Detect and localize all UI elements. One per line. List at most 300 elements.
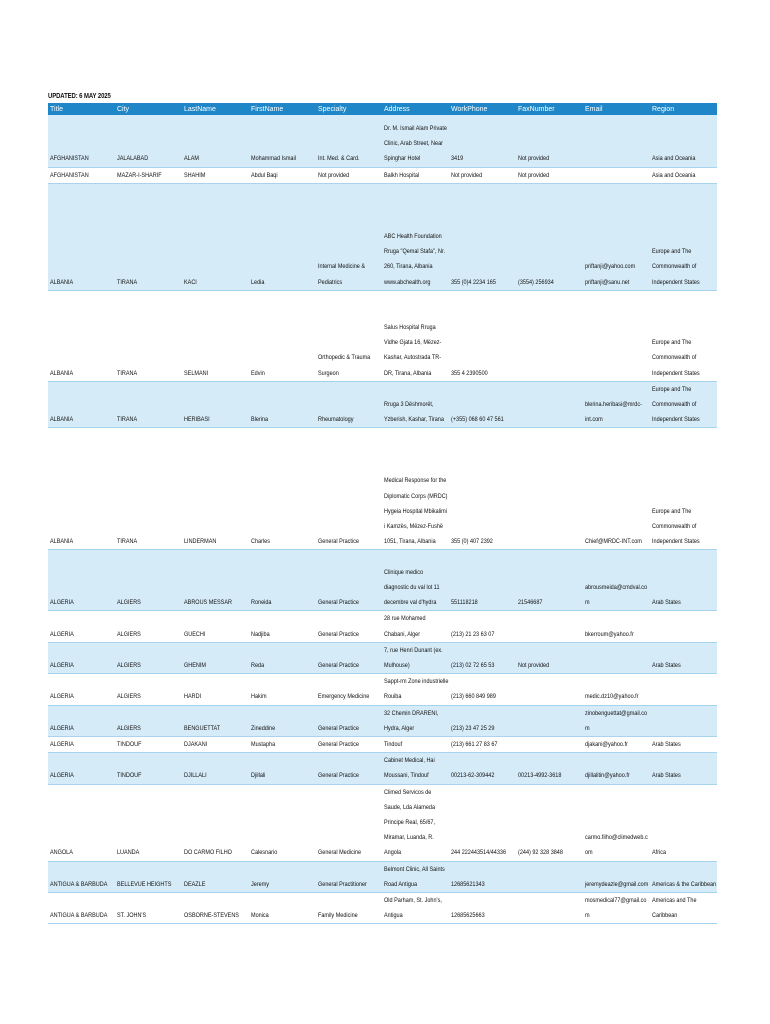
- cell-specialty: [316, 784, 382, 861]
- cell-firstname: [249, 381, 316, 428]
- cell-city: [115, 861, 182, 892]
- cell-title: [48, 290, 115, 381]
- cell-email: [583, 705, 650, 736]
- cell-city: [115, 753, 182, 784]
- cell-text: BELLEVUE HEIGHTS: [117, 880, 172, 888]
- cell-address: [382, 753, 449, 784]
- cell-region: [650, 290, 717, 381]
- cell-region: [650, 611, 717, 642]
- cell-text: ALGERIA: [50, 724, 74, 732]
- cell-lastname: [182, 115, 249, 167]
- cell-workphone: [449, 784, 516, 861]
- cell-specialty: [316, 705, 382, 736]
- cell-text: ANTIGUA & BARBUDA: [50, 912, 108, 920]
- cell-text: SHAHIM: [184, 171, 206, 179]
- cell-text: BENGUETTAT: [184, 724, 221, 732]
- cell-lastname: [182, 736, 249, 752]
- cell-faxnumber: [516, 115, 583, 167]
- cell-email: [583, 428, 650, 550]
- cell-text: Mohammad Ismail: [251, 155, 296, 163]
- cell-text: ALGIERS: [117, 661, 141, 669]
- cell-region: [650, 892, 717, 923]
- table-row: [48, 611, 717, 642]
- cell-text: Sappt-rm Zone industrielle Rouiba: [384, 678, 449, 701]
- cell-title: [48, 167, 115, 183]
- table-row: [48, 892, 717, 923]
- cell-text: Arab States: [652, 599, 681, 607]
- cell-lastname: [182, 892, 249, 923]
- cell-text: (213) 660 849 989: [451, 693, 496, 701]
- cell-email: [583, 861, 650, 892]
- cell-text: ALGIERS: [117, 630, 141, 638]
- cell-email: [583, 611, 650, 642]
- cell-text: General Practice: [318, 630, 359, 638]
- cell-text: mosmedical77@gmail.com: [585, 896, 647, 920]
- cell-faxnumber: [516, 611, 583, 642]
- cell-text: Europe and The Commonwealth of Independent States: [652, 248, 700, 286]
- cell-text: (213) 23 47 25 29: [451, 724, 495, 732]
- cell-text: priftanji@yahoo.com priftanji@sanu.net: [585, 263, 636, 286]
- cell-text: DJAKANI: [184, 740, 208, 748]
- cell-city: [115, 428, 182, 550]
- cell-text: Belmont Clinic, All Saints Road Antigua: [384, 865, 445, 888]
- col-header-firstname: FirstName: [249, 103, 316, 115]
- cell-title: [48, 115, 115, 167]
- cell-city: [115, 183, 182, 290]
- cell-text: TIRANA: [117, 416, 138, 424]
- cell-text: Not provided: [518, 661, 550, 669]
- cell-workphone: [449, 428, 516, 550]
- cell-lastname: [182, 674, 249, 705]
- cell-text: GUECHI: [184, 630, 206, 638]
- cell-email: [583, 642, 650, 673]
- cell-workphone: [449, 753, 516, 784]
- cell-faxnumber: [516, 428, 583, 550]
- cell-text: ST. JOHN'S: [117, 912, 147, 920]
- cell-title: [48, 611, 115, 642]
- cell-text: 355 (0)4 2234 165: [451, 278, 496, 286]
- cell-address: [382, 784, 449, 861]
- cell-title: [48, 183, 115, 290]
- cell-text: Asia and Oceania: [652, 171, 696, 179]
- cell-text: 32 Chemin DRARENI, Hydra, Alger: [384, 709, 439, 732]
- cell-workphone: [449, 705, 516, 736]
- cell-text: ALGERIA: [50, 693, 74, 701]
- cell-text: (+355) 068 60 47 561: [451, 416, 504, 424]
- cell-text: ANGOLA: [50, 849, 73, 857]
- cell-text: Calesnario: [251, 849, 278, 857]
- cell-email: [583, 892, 650, 923]
- table-row: [48, 753, 717, 784]
- cell-email: [583, 674, 650, 705]
- cell-title: [48, 736, 115, 752]
- cell-city: [115, 705, 182, 736]
- cell-firstname: [249, 167, 316, 183]
- cell-email: [583, 784, 650, 861]
- table-row: [48, 428, 717, 550]
- cell-address: [382, 674, 449, 705]
- cell-text: ANTIGUA & BARBUDA: [50, 880, 108, 888]
- cell-text: General Medicine: [318, 849, 362, 857]
- cell-address: [382, 611, 449, 642]
- cell-address: [382, 167, 449, 183]
- cell-text: LUANDA: [117, 849, 140, 857]
- cell-text: carmo.filho@climedweb.com: [585, 834, 648, 857]
- cell-email: [583, 183, 650, 290]
- cell-text: Monica: [251, 912, 269, 920]
- cell-text: TIRANA: [117, 538, 138, 546]
- cell-text: MAZAR-I-SHARIF: [117, 171, 162, 179]
- cell-email: [583, 167, 650, 183]
- cell-faxnumber: [516, 167, 583, 183]
- cell-text: ALGIERS: [117, 693, 141, 701]
- cell-lastname: [182, 183, 249, 290]
- cell-workphone: [449, 736, 516, 752]
- cell-specialty: [316, 428, 382, 550]
- cell-faxnumber: [516, 753, 583, 784]
- cell-text: zinobenguettat@gmail.com: [585, 709, 648, 732]
- cell-city: [115, 642, 182, 673]
- cell-city: [115, 115, 182, 167]
- table-row: [48, 642, 717, 673]
- col-header-specialty: Specialty: [316, 103, 382, 115]
- cell-region: [650, 183, 717, 290]
- cell-text: blerina.heribasi@mrdc-int.com: [585, 400, 642, 424]
- cell-city: [115, 784, 182, 861]
- cell-text: ALGERIA: [50, 630, 74, 638]
- col-header-faxnumber: FaxNumber: [516, 103, 583, 115]
- cell-city: [115, 674, 182, 705]
- cell-firstname: [249, 290, 316, 381]
- cell-text: Roneida: [251, 599, 272, 607]
- cell-title: [48, 381, 115, 428]
- cell-text: DEAZLE: [184, 880, 206, 888]
- updated-date: UPDATED: 6 MAY 2025: [48, 93, 111, 100]
- cell-text: AFGHANISTAN: [50, 155, 89, 163]
- table-row: [48, 736, 717, 752]
- cell-faxnumber: [516, 674, 583, 705]
- cell-region: [650, 550, 717, 611]
- cell-firstname: [249, 550, 316, 611]
- cell-address: [382, 290, 449, 381]
- cell-text: Arab States: [652, 661, 681, 669]
- cell-text: (244) 92 328 3848: [518, 849, 563, 857]
- cell-text: 7, rue Henri Dunant (ex. Mulhouse): [384, 646, 443, 669]
- col-header-title: Title: [48, 103, 115, 115]
- cell-specialty: [316, 550, 382, 611]
- cell-text: Jeremy: [251, 880, 270, 888]
- cell-email: [583, 115, 650, 167]
- cell-workphone: [449, 167, 516, 183]
- cell-text: djakani@yahoo.fr: [585, 740, 628, 748]
- cell-workphone: [449, 611, 516, 642]
- cell-text: General Practice: [318, 740, 359, 748]
- cell-text: ALAM: [184, 155, 199, 163]
- cell-address: [382, 861, 449, 892]
- table-row: [48, 705, 717, 736]
- cell-text: 00213-4992-3618: [518, 772, 562, 780]
- cell-text: ALGIERS: [117, 724, 141, 732]
- cell-text: Not provided: [518, 171, 550, 179]
- cell-text: HERIBASI: [184, 416, 210, 424]
- cell-city: [115, 381, 182, 428]
- cell-region: [650, 705, 717, 736]
- cell-lastname: [182, 642, 249, 673]
- cell-specialty: [316, 892, 382, 923]
- cell-text: KACI: [184, 278, 197, 286]
- cell-specialty: [316, 736, 382, 752]
- cell-lastname: [182, 705, 249, 736]
- cell-text: HARDI: [184, 693, 202, 701]
- cell-text: Abdul Baqi: [251, 171, 278, 179]
- table-row: [48, 183, 717, 290]
- table-row: [48, 784, 717, 861]
- cell-lastname: [182, 167, 249, 183]
- cell-text: Family Medicine: [318, 912, 358, 920]
- cell-text: ALGIERS: [117, 599, 141, 607]
- table-row: [48, 290, 717, 381]
- cell-faxnumber: [516, 705, 583, 736]
- cell-text: Chief@MRDC-INT.com: [585, 538, 642, 546]
- cell-workphone: [449, 892, 516, 923]
- cell-text: TINDOUF: [117, 772, 142, 780]
- cell-region: [650, 753, 717, 784]
- cell-email: [583, 753, 650, 784]
- cell-specialty: [316, 642, 382, 673]
- col-header-region: Region: [650, 103, 717, 115]
- cell-address: [382, 183, 449, 290]
- cell-address: [382, 381, 449, 428]
- cell-title: [48, 892, 115, 923]
- cell-text: General Practice: [318, 538, 359, 546]
- cell-text: TINDOUF: [117, 740, 142, 748]
- cell-title: [48, 428, 115, 550]
- cell-text: Djillali: [251, 772, 266, 780]
- cell-text: 12685625663: [451, 912, 485, 920]
- cell-specialty: [316, 861, 382, 892]
- cell-text: AFGHANISTAN: [50, 171, 89, 179]
- cell-text: Internal Medicine & Pediatrics: [318, 263, 366, 286]
- cell-text: 12685621343: [451, 880, 485, 888]
- cell-faxnumber: [516, 183, 583, 290]
- cell-text: LINDERMAN: [184, 538, 217, 546]
- cell-email: [583, 290, 650, 381]
- cell-text: Medical Response for the Diplomatic Corps (MRDC) Hygeia Hospital Mbikalimi i Kamzës, Mëzez-Fushë 1051, Tirana, Albania: [384, 477, 448, 546]
- table-header-row: [48, 103, 717, 115]
- cell-city: [115, 611, 182, 642]
- cell-specialty: [316, 290, 382, 381]
- cell-text: Arab States: [652, 772, 681, 780]
- cell-address: [382, 115, 449, 167]
- cell-text: DO CARMO FILHO: [184, 849, 232, 857]
- cell-lastname: [182, 290, 249, 381]
- cell-text: (3554) 256934: [518, 278, 554, 286]
- cell-text: General Practice: [318, 599, 359, 607]
- cell-specialty: [316, 381, 382, 428]
- col-header-email: Email: [583, 103, 650, 115]
- cell-text: GHENIM: [184, 661, 206, 669]
- cell-text: DJILLALI: [184, 772, 207, 780]
- cell-text: 551118218: [451, 599, 478, 607]
- cell-faxnumber: [516, 784, 583, 861]
- table-row: [48, 115, 717, 167]
- cell-text: Asia and Oceania: [652, 155, 696, 163]
- cell-text: Blerina: [251, 416, 269, 424]
- cell-text: Europe and The Commonwealth of Independent States: [652, 385, 700, 424]
- cell-firstname: [249, 115, 316, 167]
- cell-text: General Practitioner: [318, 880, 367, 888]
- cell-faxnumber: [516, 892, 583, 923]
- cell-firstname: [249, 861, 316, 892]
- cell-text: Reda: [251, 661, 265, 669]
- cell-firstname: [249, 611, 316, 642]
- cell-text: Old Parham, St. John's, Antigua: [384, 896, 442, 920]
- cell-text: ALGERIA: [50, 599, 74, 607]
- cell-workphone: [449, 183, 516, 290]
- cell-text: Int. Med. & Card.: [318, 155, 360, 163]
- cell-text: Emergency Medicine: [318, 693, 370, 701]
- cell-faxnumber: [516, 861, 583, 892]
- cell-text: Not provided: [518, 155, 550, 163]
- cell-text: bkerroum@yahoo.fr: [585, 630, 634, 638]
- cell-text: TIRANA: [117, 369, 138, 377]
- cell-text: abrousmeida@cmdval.com: [585, 583, 648, 607]
- cell-address: [382, 428, 449, 550]
- cell-email: [583, 381, 650, 428]
- cell-firstname: [249, 674, 316, 705]
- cell-faxnumber: [516, 736, 583, 752]
- table-row: [48, 674, 717, 705]
- col-header-workphone: WorkPhone: [449, 103, 516, 115]
- cell-address: [382, 892, 449, 923]
- cell-city: [115, 550, 182, 611]
- cell-text: Europe and The Commonwealth of Independent States: [652, 507, 700, 546]
- cell-faxnumber: [516, 550, 583, 611]
- cell-text: 3419: [451, 155, 464, 163]
- cell-faxnumber: [516, 381, 583, 428]
- cell-lastname: [182, 861, 249, 892]
- cell-specialty: [316, 167, 382, 183]
- cell-firstname: [249, 736, 316, 752]
- cell-text: TIRANA: [117, 278, 138, 286]
- cell-city: [115, 736, 182, 752]
- cell-title: [48, 642, 115, 673]
- cell-firstname: [249, 705, 316, 736]
- cell-title: [48, 705, 115, 736]
- cell-lastname: [182, 381, 249, 428]
- cell-text: (213) 21 23 63 07: [451, 630, 495, 638]
- cell-title: [48, 861, 115, 892]
- cell-address: [382, 736, 449, 752]
- cell-text: 244 222443514/44336: [451, 849, 507, 857]
- cell-city: [115, 290, 182, 381]
- cell-address: [382, 550, 449, 611]
- cell-text: 21546687: [518, 599, 543, 607]
- cell-text: Dr. M. Ismail Alam Private Clinic, Arab Street, Near Spinghar Hotel: [384, 124, 447, 163]
- cell-lastname: [182, 784, 249, 861]
- cell-title: [48, 674, 115, 705]
- table-row: [48, 550, 717, 611]
- cell-text: Arab States: [652, 740, 681, 748]
- cell-region: [650, 784, 717, 861]
- cell-text: Balkh Hospital: [384, 171, 420, 179]
- cell-text: Orthopedic & Trauma Surgeon: [318, 354, 371, 377]
- cell-region: [650, 861, 717, 892]
- cell-specialty: [316, 753, 382, 784]
- cell-workphone: [449, 290, 516, 381]
- cell-text: Edvin: [251, 369, 265, 377]
- cell-text: 355 (0) 407 2392: [451, 538, 493, 546]
- cell-text: Tindouf: [384, 740, 403, 748]
- cell-text: JALALABAD: [117, 155, 149, 163]
- col-header-lastname: LastName: [182, 103, 249, 115]
- cell-text: 355 4 2390500: [451, 369, 488, 377]
- cell-title: [48, 753, 115, 784]
- table-row: [48, 167, 717, 183]
- cell-city: [115, 892, 182, 923]
- cell-firstname: [249, 784, 316, 861]
- cell-workphone: [449, 674, 516, 705]
- cell-text: ALGERIA: [50, 772, 74, 780]
- cell-lastname: [182, 428, 249, 550]
- cell-workphone: [449, 115, 516, 167]
- cell-text: Not provided: [318, 171, 350, 179]
- cell-faxnumber: [516, 290, 583, 381]
- cell-workphone: [449, 642, 516, 673]
- cell-text: medic.dz10@yahoo.fr: [585, 693, 639, 701]
- cell-text: Cabinet Medical, Hai Moussani, Tindouf: [384, 757, 435, 780]
- doctor-directory-table: [48, 103, 717, 924]
- cell-text: Americas and The Caribbean: [652, 896, 697, 920]
- cell-email: [583, 736, 650, 752]
- cell-title: [48, 550, 115, 611]
- table-row: [48, 861, 717, 892]
- cell-text: Hakim: [251, 693, 267, 701]
- cell-text: Rheumatology: [318, 416, 354, 424]
- cell-text: ALBANIA: [50, 416, 74, 424]
- cell-region: [650, 642, 717, 673]
- cell-text: ALBANIA: [50, 278, 74, 286]
- cell-text: SELMANI: [184, 369, 209, 377]
- cell-text: Clinique medico diagnostic du val lot 11 decembre val d'hydra: [384, 568, 440, 607]
- cell-lastname: [182, 611, 249, 642]
- cell-workphone: [449, 861, 516, 892]
- cell-address: [382, 705, 449, 736]
- cell-text: Charles: [251, 538, 270, 546]
- cell-workphone: [449, 381, 516, 428]
- cell-text: Salus Hospital Rruga Vidhe Gjata 16, Mëzez-Kashar, Autostrada TR-DR, Tirana, Albania: [384, 323, 442, 377]
- cell-faxnumber: [516, 642, 583, 673]
- cell-text: ALBANIA: [50, 538, 74, 546]
- cell-text: Africa: [652, 849, 667, 857]
- cell-text: General Practice: [318, 661, 359, 669]
- cell-text: 28 rue Mohamed Chabani, Alger: [384, 615, 426, 638]
- cell-text: Rruga 3 Dëshmorët, Yzberish, Kashar, Tirana: [384, 400, 444, 424]
- cell-text: OSBORNE-STEVENS: [184, 912, 239, 920]
- cell-text: Not provided: [451, 171, 483, 179]
- cell-firstname: [249, 642, 316, 673]
- cell-text: ALBANIA: [50, 369, 74, 377]
- cell-text: (213) 661 27 83 67: [451, 740, 498, 748]
- cell-region: [650, 736, 717, 752]
- cell-specialty: [316, 674, 382, 705]
- cell-text: General Practice: [318, 724, 359, 732]
- cell-city: [115, 167, 182, 183]
- cell-specialty: [316, 115, 382, 167]
- cell-lastname: [182, 550, 249, 611]
- cell-text: Ledia: [251, 278, 265, 286]
- cell-text: ABC Health Foundation Rruga "Qemal Stafa", Nr. 260, Tirana, Albania www.abchealth.org: [384, 232, 446, 286]
